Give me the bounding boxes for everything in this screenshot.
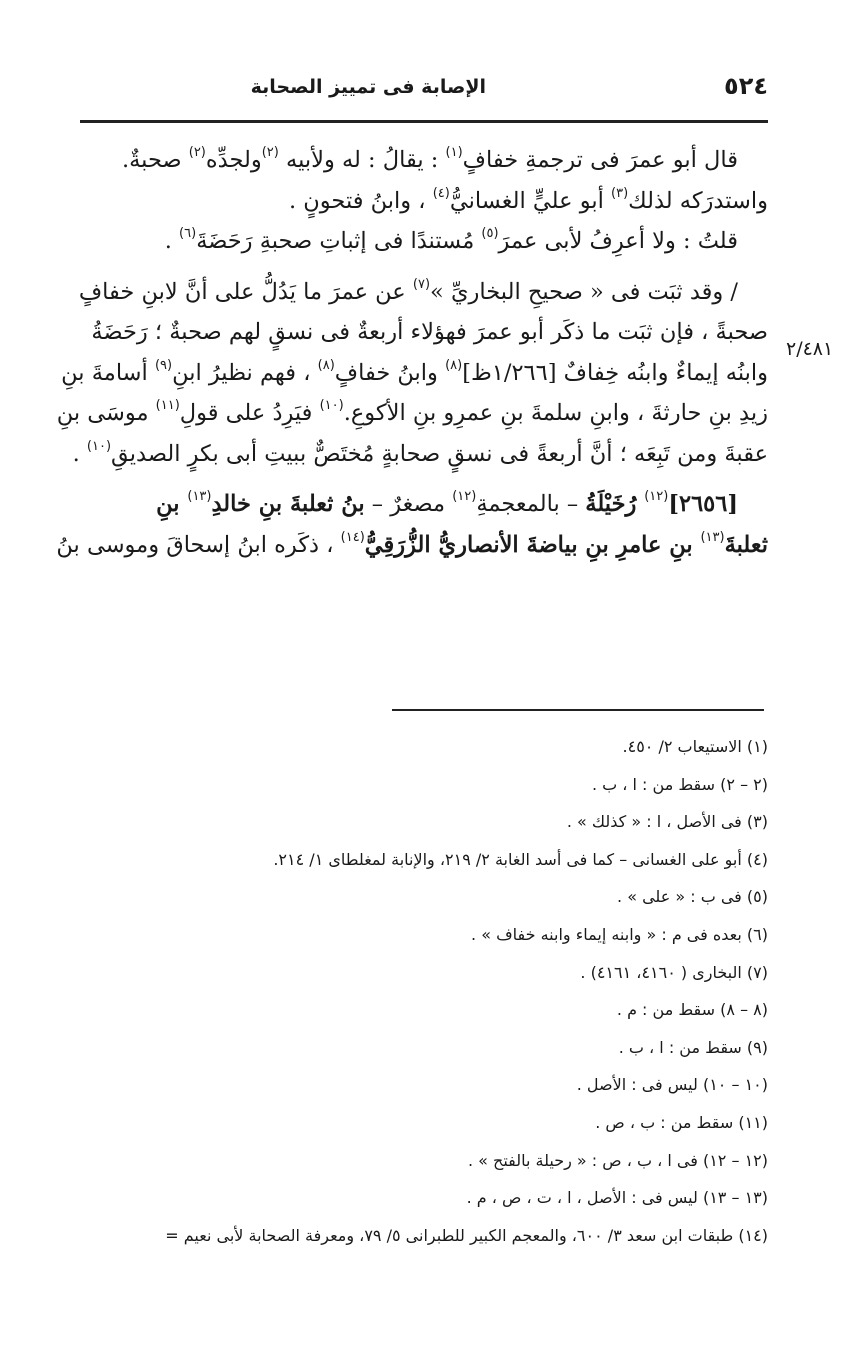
entry-lineage: بنِ عامرِ بنِ بياضةَ الأنصاريُّ الزُّرَقِيُّ: [364, 531, 701, 558]
text-run: ، ذكَره ابنُ إسحاقَ وموسى بنُ: [56, 531, 341, 558]
text-line: [56, 393, 768, 434]
text-line: [80, 181, 768, 222]
margin-reference: ٢/٤٨١: [786, 338, 834, 360]
text-run: وابنُ خفافٍ: [334, 359, 446, 386]
footnote-marker: (٤): [432, 185, 450, 201]
footnote-marker: (١١): [155, 398, 180, 413]
text-run: صحبةً ، فإن ثبَت ما ذكَر أبو عمرَ فهؤلاء أربعةٌ فى نسقٍ لهم صحبةٌ ؛ رَحَضَةُ: [91, 319, 768, 345]
text-run: ، وابنُ فتحونٍ .: [288, 187, 433, 214]
text-run: : يقالُ : له ولأبيه: [278, 147, 446, 173]
footnotes: [80, 728, 768, 1254]
text-run: .: [164, 228, 180, 254]
entry-lineage: بنِ: [156, 491, 188, 517]
footnote-marker: (٣): [611, 185, 629, 201]
main-text: [56, 140, 768, 565]
footnote: (١١) سقط من : ب ، ص .: [595, 1112, 768, 1132]
footnote: (٨ – ٨) سقط من : م .: [616, 1000, 768, 1020]
entry-number: [٢٦٥٦]: [668, 491, 738, 517]
footnote: (٩) سقط من : ا ، ب .: [618, 1037, 768, 1057]
text-run: عقبةَ ومن تَبِعَه ؛ أنَّ أربعةً فى نسقٍ صحابةٍ مُختَصٌّ ببيتِ أبى بكرٍ الصديقِ: [111, 440, 768, 467]
footnote: (١٤) طبقات ابن سعد ٣/ ٦٠٠، والمعجم الكبير للطبرانى ٥/ ٧٩، ومعرفة الصحابة لأبى نعيم =: [165, 1225, 768, 1245]
text-line: [80, 272, 768, 313]
footnote-marker: (١٢): [644, 489, 669, 504]
footnote-marker: (٥): [481, 226, 499, 241]
footnote: (١٠ – ١٠) ليس فى : الأصل .: [576, 1075, 768, 1095]
text-run: مصغرٌ –: [364, 491, 453, 517]
text-run: صحبةٌ.: [121, 147, 189, 173]
text-line: [61, 353, 768, 394]
text-line: [80, 221, 768, 262]
entry-heading-line: [80, 484, 768, 525]
footnote: (٦) بعده فى م : « وابنه إيماء وابنه خفاف » .: [471, 924, 768, 944]
text-run: أسامةَ بنِ: [61, 359, 155, 386]
page-number: ٥٢٤: [724, 72, 768, 100]
footnote-marker: (١٣): [187, 489, 212, 504]
footnote: (٤) أبو على الغسانى – كما فى أسد الغابة ٢/ ٢١٩، والإنابة لمغلطاى ١/ ٢١٤.: [273, 849, 768, 869]
text-run: – بالمعجمةِ: [476, 491, 586, 517]
footnote-marker: (٨): [317, 357, 335, 373]
footnote-marker: (١٠): [319, 398, 344, 413]
text-run: ولجدِّه: [205, 147, 262, 173]
header-rule: [80, 120, 768, 123]
text-run: ، فهم نظيرُ ابنِ: [172, 359, 318, 386]
page-header: [80, 72, 768, 112]
footnote-marker: (٧): [412, 276, 431, 292]
text-run: واستدرَكه لذلك: [628, 187, 768, 214]
text-run: أبو عليٍّ الغسانيُّ: [449, 187, 611, 214]
footnote-marker: (١٣): [700, 529, 725, 545]
footnote-marker: (٦): [179, 226, 197, 241]
footnote-marker: (١٠): [86, 438, 112, 454]
running-title: الإصابة فى تمييز الصحابة: [250, 76, 486, 98]
footnote: (٧) البخارى ( ٤١٦٠، ٤١٦١) .: [580, 962, 768, 982]
text-run: .: [72, 440, 87, 467]
footnote-rule: [392, 709, 764, 711]
text-run: فيَرِدُ على قولِ: [179, 400, 320, 426]
entry-lineage: بنُ ثعلبةَ بنِ خالدِ: [211, 491, 365, 517]
footnote: (٥) فى ب : « على » .: [617, 887, 768, 907]
footnote-marker: (١): [445, 145, 463, 160]
text-run: مُستندًا فى إثباتِ صحبةِ رَحَضَةَ: [196, 228, 482, 254]
footnote-marker: (٢): [188, 145, 206, 160]
entry-lineage: ثعلبةَ: [724, 531, 768, 558]
footnote-marker: (١٤): [340, 529, 365, 545]
footnote: (١) الاستيعاب ٢/ ٤٥٠.: [622, 737, 768, 756]
footnote-marker: (٩): [154, 357, 173, 373]
text-run: قلتُ : ولا أعرِفُ لأبى عمرَ: [498, 228, 738, 254]
text-run: قال أبو عمرَ فى ترجمةِ خفافٍ: [462, 147, 738, 173]
footnote-marker: (٨): [445, 357, 463, 373]
footnote: (١٣ – ١٣) ليس فى : الأصل ، ا ، ت ، ص ، م .: [466, 1188, 768, 1208]
text-run: زيدِ بنِ حارثةَ ، وابنِ سلمةَ بنِ عمرِو بنِ الأكوعِ.: [343, 400, 768, 426]
text-run: / وقد ثبَت فى « صحيحِ البخاريِّ »: [430, 278, 738, 305]
footnote: (٢ – ٢) سقط من : ا ، ب .: [591, 774, 768, 794]
text-run: وابنُه إيماءٌ وابنُه خِفافٌ [١/٢٦٦ظ]: [462, 359, 768, 386]
text-line: [80, 140, 768, 181]
footnote-marker: (١٢): [452, 489, 477, 504]
entry-name: رُخَيْلَةُ: [585, 491, 645, 517]
footnote-marker: (٢): [261, 145, 279, 160]
text-line: [56, 525, 768, 566]
text-line: [72, 434, 768, 475]
footnote: (٣) فى الأصل ، ا : « كذلك » .: [566, 812, 768, 832]
footnote: (١٢ – ١٢) فى ا ، ب ، ص : « رحيلة بالفتح » .: [467, 1150, 768, 1170]
text-line: [80, 312, 768, 353]
text-run: عن عمرَ ما يَدُلُّ على أنَّ لابنِ خفافٍ: [78, 278, 413, 305]
text-run: موسَى بنِ: [56, 400, 156, 426]
